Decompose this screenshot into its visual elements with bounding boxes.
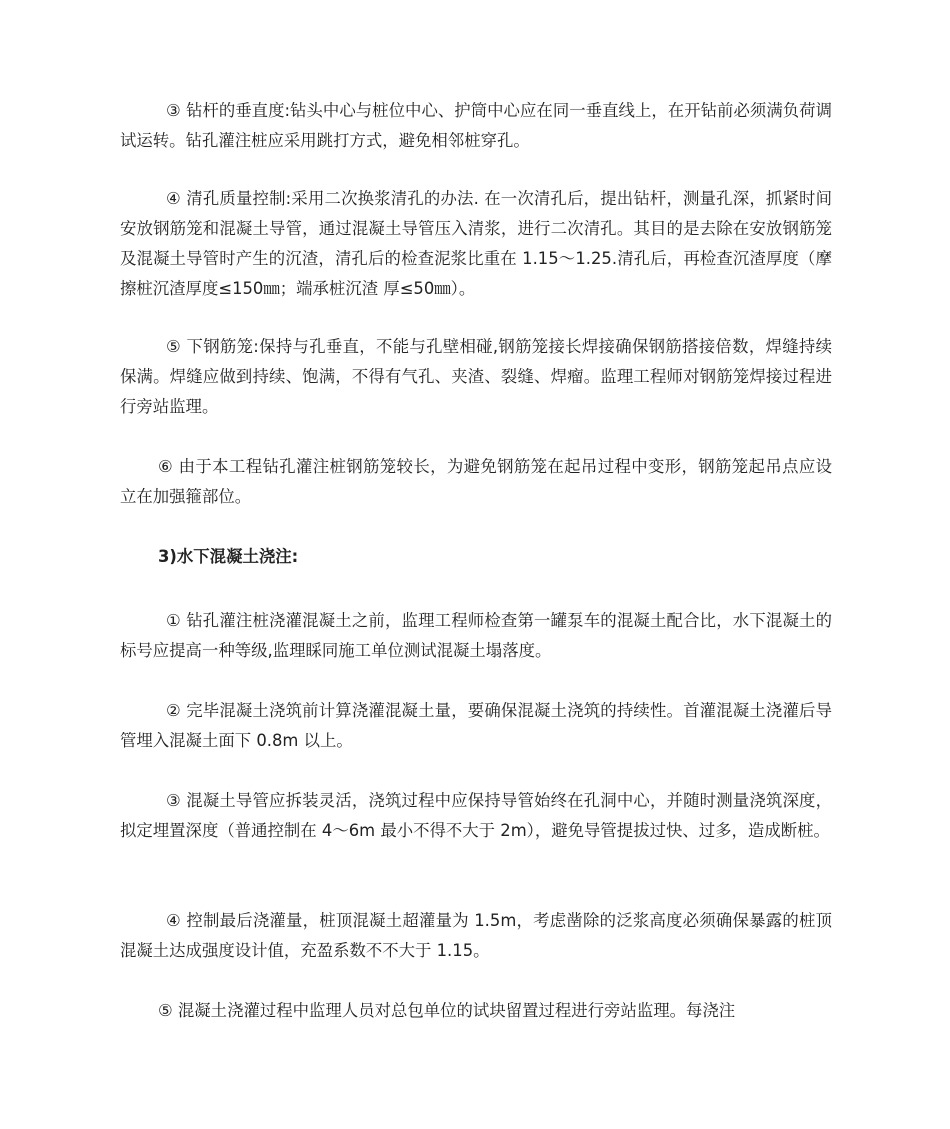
- paragraph-lifting-points: ⑥ 由于本工程钻孔灌注桩钢筋笼较长，为避免钢筋笼在起吊过程中变形，钢筋笼起吊点应设立在加强箍部位。: [120, 457, 832, 506]
- section-heading-underwater-concrete: 3)水下混凝土浇注:: [158, 547, 299, 566]
- paragraph-concrete-mix-check: ① 钻孔灌注桩浇灌混凝土之前，监理工程师检查第一罐泵车的混凝土配合比，水下混凝土的标号应提高一种等级,监理睬同施工单位测试混凝土塌落度。: [120, 611, 832, 660]
- paragraph-final-pour: ④ 控制最后浇灌量，桩顶混凝土超灌量为 1.5m，考虑凿除的泛浆高度必须确保暴露的桩顶混凝土达成强度设计值，充盈系数不不大于 1.15。: [120, 911, 832, 960]
- paragraph-pour-volume: ② 完毕混凝土浇筑前计算浇灌混凝土量，要确保混凝土浇筑的持续性。首灌混凝土浇灌后导管埋入混凝土面下 0.8m 以上。: [120, 701, 832, 750]
- paragraph-tremie-pipe: ③ 混凝土导管应拆装灵活，浇筑过程中应保持导管始终在孔洞中心，并随时测量浇筑深度，拟定埋置深度（普通控制在 4～6m 最小不得不大于 2m），避免导管提拔过快、过多，造成断桩。: [120, 791, 832, 840]
- paragraph-test-blocks: ⑤ 混凝土浇灌过程中监理人员对总包单位的试块留置过程进行旁站监理。每浇注: [158, 1001, 736, 1020]
- paragraph-rebar-cage-placement: ⑤ 下钢筋笼:保持与孔垂直，不能与孔壁相碰,钢筋笼接长焊接确保钢筋搭接倍数，焊缝持续保满。焊缝应做到持续、饱满，不得有气孔、夹渣、裂缝、焊瘤。监理工程师对钢筋笼焊接过程进行旁站监理。: [120, 337, 832, 416]
- paragraph-drill-rod-verticality: ③ 钻杆的垂直度:钻头中心与桩位中心、护筒中心应在同一垂直线上，在开钻前必须满负荷调试运转。钻孔灌注桩应采用跳打方式，避免相邻桩穿孔。: [120, 101, 832, 150]
- paragraph-hole-cleaning: ④ 清孔质量控制:采用二次换浆清孔的办法. 在一次清孔后，提出钻杆，测量孔深，抓紧时间安放钢筋笼和混凝土导管，通过混凝土导管压入清浆，进行二次清孔。其目的是去除在安放钢筋笼及混凝土导管时产生的沉渣，清孔后的检查泥浆比重在 1.15～1.25.清孔后，再检查沉渣厚度（摩擦桩沉渣厚度≤150㎜；端承桩沉渣 厚≤50㎜）。: [120, 189, 832, 298]
